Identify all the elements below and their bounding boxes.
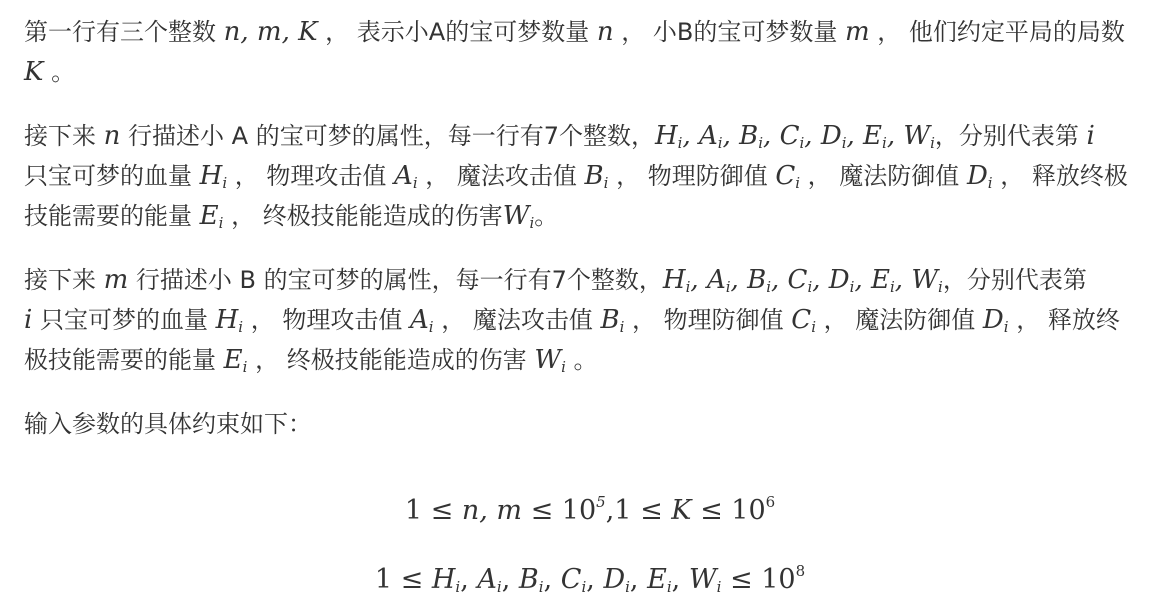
text-segment: 。 (534, 202, 559, 230)
text-segment: ， 物理攻击值 (227, 162, 395, 190)
math-w-i: $W_i$ (534, 345, 566, 376)
text-line (24, 300, 1156, 340)
math-i: i (24, 305, 33, 335)
constraint-attributes: $1 \le H_i$, $A_i$, $B_i$, $C_i$, $D_i$, $E_i$, $W_i \le 10^8$ (374, 562, 806, 596)
text-segment: ， 魔法攻击值 (417, 162, 585, 190)
text-segment: 行描述小 A 的宝可梦的属性，每一行有7个整数， (120, 122, 655, 150)
text-line (24, 156, 1156, 196)
text-segment: ，分别代表第 (942, 266, 1087, 294)
text-segment: 。 (43, 58, 76, 86)
math-h-i: $H_i$ (199, 161, 228, 192)
math-w-i: $W_i$ (502, 201, 535, 232)
text-line: 输入参数的具体约束如下： (24, 410, 312, 438)
text-segment: 只宝可梦的血量 (24, 162, 200, 190)
math-h-i: $H_i$ (215, 305, 244, 336)
paragraph-player-b-attributes (24, 260, 1156, 380)
paragraph-constraints-intro (24, 404, 1156, 444)
paragraph-player-a-attributes (24, 116, 1156, 236)
text-segment: ，分别代表第 (934, 122, 1087, 150)
math-attribute-list: $H_i$, $A_i$, $B_i$, $C_i$, $D_i$, $E_i$, $W_i$ (654, 121, 935, 152)
text-line (24, 52, 1156, 92)
text-line (24, 116, 1156, 156)
text-segment: 接下来 (24, 266, 104, 294)
math-e-i: $E_i$ (199, 201, 224, 232)
text-segment: 。 (565, 346, 598, 374)
math-d-i: $D_i$ (966, 161, 993, 192)
text-segment: ， 魔法攻击值 (433, 306, 601, 334)
text-line (24, 196, 1156, 236)
text-segment: 极技能需要的能量 (24, 346, 224, 374)
text-segment: ， 魔法防御值 (816, 306, 983, 334)
text-segment: ， 魔法防御值 (800, 162, 967, 190)
math-a-i: $A_i$ (394, 161, 418, 192)
paragraph-first-line-format (24, 12, 1156, 92)
text-line (24, 340, 1156, 380)
text-segment: ， 终极技能能造成的伤害 (247, 346, 535, 374)
text-segment: ， 释放终极 (992, 162, 1128, 190)
text-segment: ， 表示小A的宝可梦数量 (317, 18, 597, 46)
math-b-i: $B_i$ (584, 161, 609, 192)
text-line (24, 12, 1156, 52)
text-segment: ， 他们约定平局的局数 (869, 18, 1125, 46)
text-segment: 行描述小 B 的宝可梦的属性，每一行有7个整数， (128, 266, 663, 294)
math-c-i: $C_i$ (775, 161, 801, 192)
math-n-m-k: n, m, K (223, 17, 318, 47)
text-line (24, 260, 1156, 300)
text-segment: ， 释放终 (1008, 306, 1120, 334)
math-d-i: $D_i$ (982, 305, 1009, 336)
text-segment: ， 小B的宝可梦数量 (613, 18, 845, 46)
math-c-i: $C_i$ (791, 305, 816, 336)
math-m: m (103, 265, 129, 295)
constraint-n-m-k: 1 ≤ n, $m \le 10^5,1 \le K \le 10^6$ (404, 493, 776, 526)
text-segment: 技能需要的能量 (24, 202, 200, 230)
math-n: n (103, 121, 121, 151)
math-b-i: $B_i$ (600, 305, 625, 336)
text-segment: ， 物理防御值 (624, 306, 792, 334)
math-m: m (844, 17, 870, 47)
math-i: i (1086, 121, 1095, 151)
math-e-i: $E_i$ (223, 345, 248, 376)
text-segment: 第一行有三个整数 (24, 18, 224, 46)
text-segment: ， 终极技能能造成的伤害 (223, 202, 503, 230)
math-a-i: $A_i$ (409, 305, 434, 336)
math-k: K (24, 57, 44, 87)
text-segment: ， 物理攻击值 (243, 306, 410, 334)
problem-input-description (24, 12, 1156, 610)
text-segment: 接下来 (24, 122, 104, 150)
text-segment: ， 物理防御值 (608, 162, 776, 190)
math-attribute-list: $H_i$, $A_i$, $B_i$, $C_i$, $D_i$, $E_i$, $W_i$ (662, 265, 943, 296)
text-segment: 只宝可梦的血量 (32, 306, 216, 334)
math-n: n (596, 17, 614, 47)
